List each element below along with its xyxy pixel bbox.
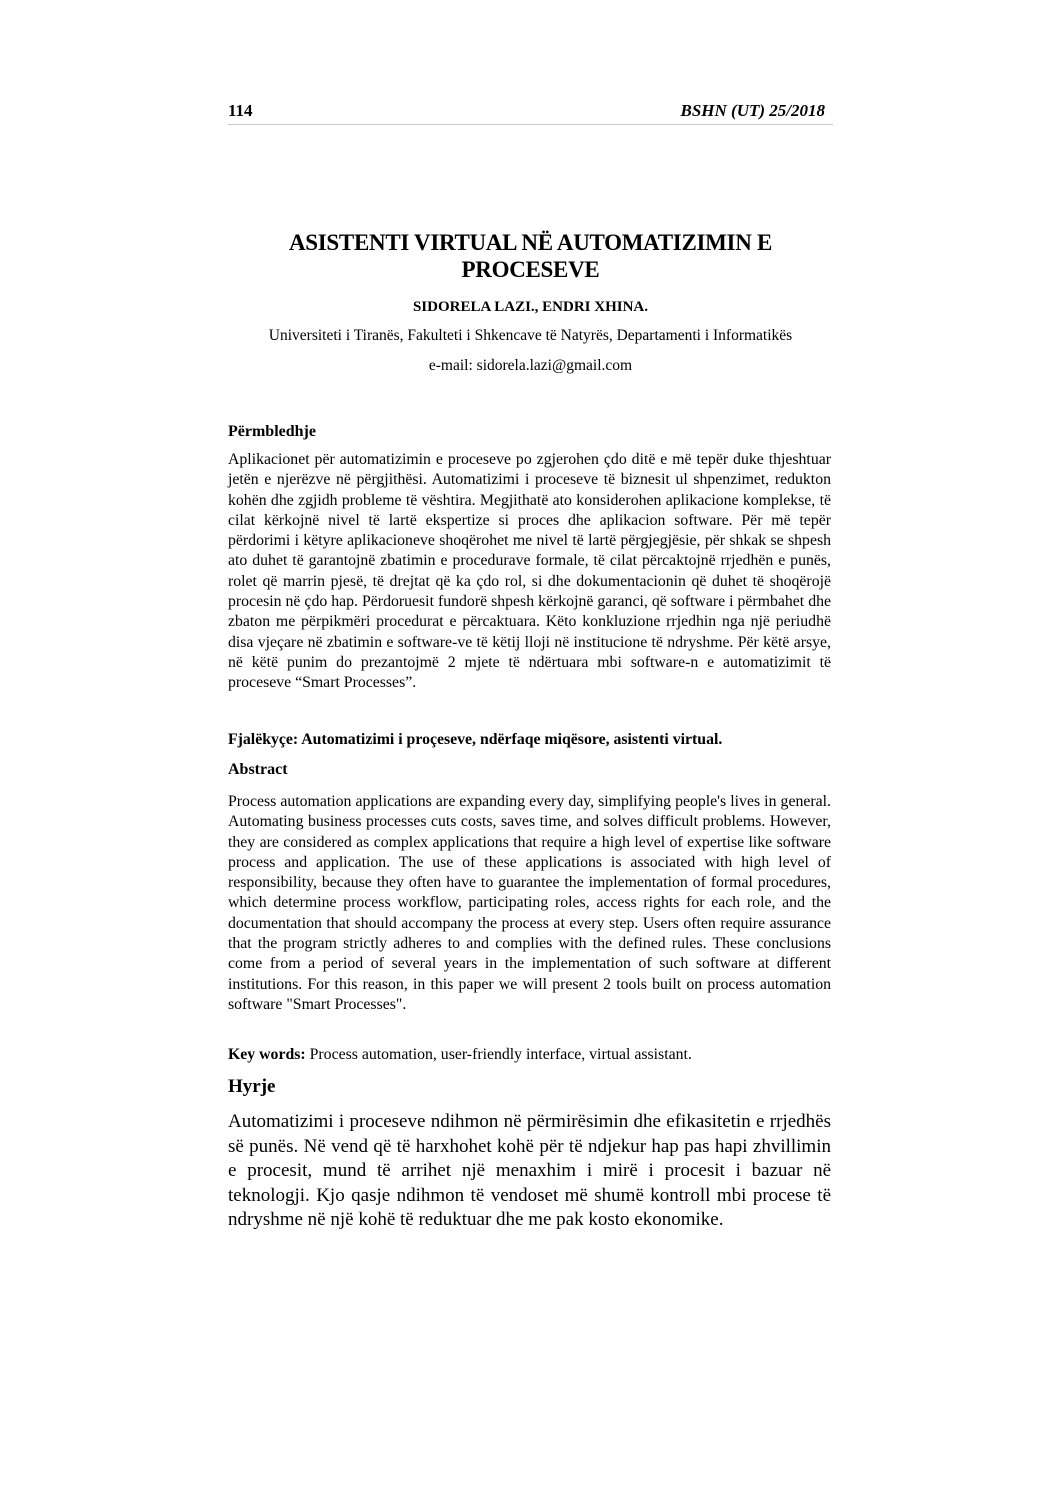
abstract-keywords-label: Key words: <box>228 1046 306 1063</box>
paper-title-line-2: PROCESEVE <box>461 257 600 282</box>
paper-title-line-1: ASISTENTI VIRTUAL NË AUTOMATIZIMIN E <box>288 230 773 255</box>
authors: SIDORELA LAZI., ENDRI XHINA. <box>412 299 649 315</box>
journal-reference: BSHN (UT) 25/2018 <box>680 101 825 120</box>
abstract-keywords <box>228 1046 831 1064</box>
abstract-body: Process automation applications are expanding every day, simplifying people's lives in general. Automating business processes cuts costs, saves time, and solves difficult problems. However, they are considered as complex applications that require a high level of expertise like software process and application. The use of these applications is associated with high level of responsibility, because they often have to guarantee the implementation of formal procedures, which determine process workflow, participating roles, access rights for each role, and the documentation that should accompany the process at every step. Users often require assurance that the program strictly adheres to and complies with the defined rules. These conclusions come from a period of several years in the implementation of such software at different institutions. For this reason, in this paper we will present 2 tools built on process automation software "Smart Processes". <box>228 793 831 1013</box>
permbledhje-keywords <box>228 731 831 749</box>
paper-title <box>228 229 833 283</box>
page-number: 114 <box>228 101 253 120</box>
author-email: e-mail: sidorela.lazi@gmail.com <box>428 357 633 374</box>
permbledhje-body: Aplikacionet për automatizimin e proceseve po zgjerohen çdo ditë e më tepër duke thjeshtuar jetën e njerëzve në përgjithësi. Automatizimi i proceseve të biznesit ul shpenzimet, redukton kohën dhe zgjidh probleme të vështira. Megjithatë ato konsiderohen aplikacione komplekse, të cilat kërkojnë nivel të lartë ekspertize si proces dhe aplikacion software. Për më tepër përdorimi i këtyre aplikacioneve shoqërohet me nivel të lartë përgjegjësie, për shkak se shpesh ato duhet të garantojnë zbatimin e procedurave formale, të cilat përcaktojnë rrjedhën e punës, rolet që marrin pjesë, të drejtat që ka çdo rol, si dhe dokumentacionin që duhet të shoqërojë procesin në çdo hap. Përdoruesit fundorë shpesh kërkojnë garanci, që software i përmbahet dhe zbaton me përpikmëri procedurat e përcaktuara. Këto konkluzione rrjedhin nga një periudhë disa vjeçare në zbatimin e software-ve të këtij lloji në institucione të ndryshme. Për këtë arsye, në këtë punim do prezantojmë 2 mjete të ndërtuara mbi software-n e automatizimit të proceseve “Smart Processes”. <box>228 451 831 692</box>
abstract-keywords-text: Process automation, user-friendly interface, virtual assistant. <box>309 1046 692 1063</box>
permbledhje-keywords-text: Automatizimi i proçeseve, ndërfaqe miqësore, asistenti virtual. <box>301 731 723 748</box>
permbledhje-heading: Përmbledhje <box>228 423 316 440</box>
abstract-heading: Abstract <box>228 761 288 778</box>
permbledhje-keywords-label: Fjalëkyçe: <box>228 731 299 748</box>
running-header <box>228 100 833 125</box>
affiliation: Universiteti i Tiranës, Fakulteti i Shkencave të Natyrës, Departamenti i Informatikës <box>268 327 793 344</box>
hyrje-heading: Hyrje <box>228 1076 276 1097</box>
hyrje-body: Automatizimi i proceseve ndihmon në përmirësimin dhe efikasitetin e rrjedhës së punës. Në vend që të harxhohet kohë për të ndjekur hap pas hapi zhvillimin e procesit, mund të arrihet një menaxhim i mirë i procesit i bazuar në teknologji. Kjo qasje ndihmon të vendoset më shumë kontroll mbi procese të ndryshme në një kohë të reduktuar dhe me pak kosto ekonomike. <box>228 1111 831 1231</box>
